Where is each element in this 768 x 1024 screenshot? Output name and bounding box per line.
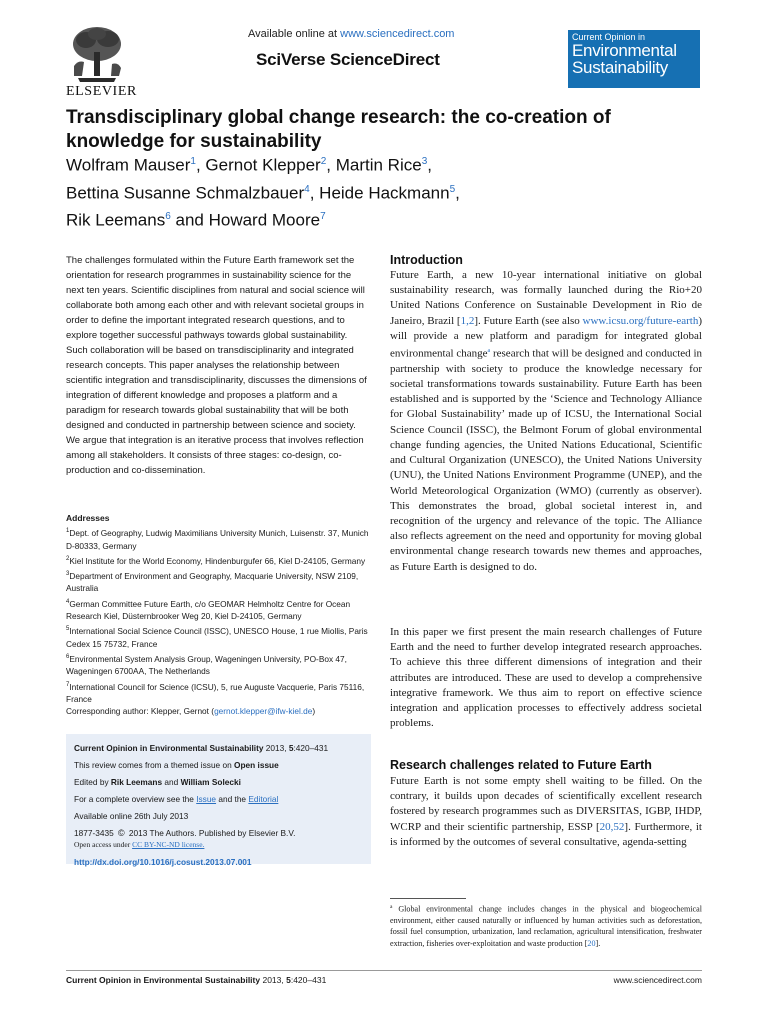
- footer-journal-title: Current Opinion in Environmental Sustainability: [66, 975, 261, 985]
- introduction-paragraph-1: [390, 268, 702, 575]
- intro-text-a: Future Earth, a new 10-year international initiative on global sustainability research, was formally launched during the Rio+20 United Nations Conference on Sustainable Development in Rio de Janeiro, Brazil [: [390, 269, 702, 327]
- addresses-heading: Addresses: [66, 513, 110, 523]
- introduction-heading: Introduction: [390, 253, 463, 267]
- corresponding-author: [66, 706, 371, 716]
- journal-ref-title: Current Opinion in Environmental Sustainability: [74, 743, 264, 753]
- edited-prefix: Edited by: [74, 777, 111, 787]
- author-name: Wolfram Mauser: [66, 155, 191, 175]
- author-affiliation-mark[interactable]: 6: [165, 211, 171, 223]
- journal-box-line3: Sustainability: [572, 58, 668, 77]
- availability-line: [248, 28, 454, 40]
- issn: 1877-3435: [74, 828, 116, 838]
- address-number: 5: [66, 626, 70, 633]
- license-link[interactable]: CC BY-NC-ND license.: [132, 840, 205, 849]
- author-list: [66, 150, 696, 233]
- available-online-date: Available online 26th July 2013: [74, 811, 189, 821]
- introduction-paragraph-2: In this paper we first present the main research challenges of Future Earth and the need to further develop integrated research approaches. To achieve this three different dimensions of integration and their attributes are introduced. These are used to develop a comprehensive integrative framework. We thus aim to report on effective science integration and application processes to effectively address societal problems.: [390, 626, 702, 730]
- overview-line: [74, 793, 363, 805]
- author-affiliation-mark[interactable]: 4: [304, 183, 310, 195]
- copyright-icon: ©: [117, 828, 125, 838]
- open-access-line: [74, 839, 363, 851]
- address-number: 6: [66, 653, 70, 660]
- author-name: Rik Leemans: [66, 210, 166, 230]
- edited-by-line: [74, 776, 363, 788]
- address-item: [66, 679, 371, 706]
- address-text: German Committee Future Earth, c/o GEOMAR Helmholtz Centre for Ocean Research Kiel, Düsternbrooker Weg 20, Kiel D-24105, Germany: [66, 598, 351, 621]
- author-name: Bettina Susanne Schmalzbauer: [66, 183, 305, 203]
- author-separator: ,: [326, 155, 336, 175]
- journal-cover-box: [568, 30, 700, 88]
- journal-ref-volume: 5: [288, 743, 294, 753]
- overview-mid: and the: [216, 794, 249, 804]
- author-affiliation-mark[interactable]: 3: [421, 156, 428, 167]
- editorial-link[interactable]: Editorial: [248, 794, 279, 804]
- author-name: Martin Rice: [335, 155, 422, 175]
- address-text: Kiel Institute for the World Economy, Hindenburgufer 66, Kiel D-24105, Germany: [69, 555, 366, 566]
- reference-link-20-52[interactable]: 20,52: [599, 820, 625, 833]
- address-text: Department of Environment and Geography, Macquarie University, NSW 2109, Australia: [66, 570, 359, 594]
- footer-divider: [66, 970, 702, 971]
- edited-and: and: [162, 777, 181, 787]
- address-text: Dept. of Geography, Ludwig Maximilians University Munich, Luisenstr. 37, Munich D-80333, Germany: [66, 527, 369, 551]
- research-challenges-paragraph: [390, 774, 702, 850]
- journal-box-line1: Current Opinion in: [572, 32, 646, 42]
- address-text: International Social Science Council (ISSC), UNESCO House, 1 rue Miollis, Paris Cedex 15 75732, France: [66, 625, 368, 649]
- address-number: 7: [66, 681, 70, 688]
- footnote: [390, 902, 702, 949]
- author-affiliation-mark[interactable]: 1: [190, 156, 196, 167]
- intro-text-c: ) will provide a new platform and paradigm for integrated global environmental change: [390, 314, 702, 360]
- author-affiliation-mark[interactable]: 2: [320, 156, 327, 167]
- footer-year: 2013,: [260, 975, 287, 985]
- address-item: [66, 623, 371, 650]
- sciencedirect-link[interactable]: www.sciencedirect.com: [340, 28, 455, 40]
- corresponding-suffix: ): [312, 706, 316, 716]
- author-affiliation-mark[interactable]: 7: [320, 211, 326, 223]
- themed-issue-name: Open issue: [234, 760, 279, 770]
- platform-name: SciVerse ScienceDirect: [256, 50, 440, 69]
- address-number: 2: [66, 555, 70, 562]
- intro-text-b: ]. Future Earth (see also: [474, 314, 583, 327]
- author-name: Heide Hackmann: [319, 183, 450, 203]
- author-separator: ,: [195, 155, 206, 175]
- footnote-reference-link[interactable]: 20: [587, 938, 596, 948]
- editor-2: William Solecki: [180, 777, 241, 787]
- availability-prefix: Available online at: [248, 28, 341, 40]
- footnote-text-a: Global environmental change includes changes in the physical and biogeochemical environment, either caused naturally or influenced by human activities such as deforestation, fossil fuel consumption, urbanization, land reclamation, agricultural intensification, freshwater extraction, fisheries over-exploitation and waste production [: [390, 904, 702, 948]
- article-title: Transdisciplinary global change research: the co-creation of knowledge for sustainability: [66, 107, 611, 152]
- author-name: Gernot Klepper: [205, 155, 321, 175]
- research-text-b: ]. Furthermore, it is informed by the outcomes of several consultative, agenda-setting: [390, 820, 702, 848]
- address-item: [66, 553, 371, 567]
- doi-link[interactable]: http://dx.doi.org/10.1016/j.cosust.2013.07.001: [74, 857, 252, 867]
- footer-volume: 5: [286, 975, 291, 985]
- address-item: [66, 568, 371, 595]
- journal-ref-pages: :420–431: [293, 743, 329, 753]
- address-item: [66, 651, 371, 678]
- footnote-divider: [390, 898, 466, 899]
- publisher-name: ELSEVIER: [66, 84, 137, 99]
- overview-prefix: For a complete overview see the: [74, 794, 197, 804]
- research-challenges-heading: Research challenges related to Future Earth: [390, 758, 652, 772]
- author-separator: ,: [309, 183, 320, 203]
- abstract: The challenges formulated within the Future Earth framework set the orientation for research programmes in sustainability science for the next ten years. Scientific disciplines from natural and social science will collaborate both among each other and with relevant societal groups in order to define the important integrated research questions, and to explore together successful pathways towards global sustainability. Such collaboration will be based on transdisciplinarity and integrated research concepts. This paper analyses the relationship between scientific integration and transdisciplinarity, discusses the dimensions of integration of different knowledge and proposes a platform and a paradigm for research towards global sustainability that will be both designed and conducted in partnership between science and society. We argue that integration is an iterative process that involves reflection among all stakeholders. It consists of three stages: co-design, co-production and co-dissemination.: [66, 255, 367, 476]
- issue-link[interactable]: Issue: [196, 794, 217, 804]
- tree-icon: [66, 22, 128, 84]
- author-separator: ,: [427, 155, 432, 175]
- addresses-block: [66, 512, 371, 706]
- address-number: 3: [66, 570, 70, 577]
- footer-journal-citation: [66, 975, 326, 985]
- journal-box-line2: Environmental: [572, 41, 677, 60]
- themed-prefix: This review comes from a themed issue on: [74, 760, 235, 770]
- corresponding-email-link[interactable]: gernot.klepper@ifw-kiel.de: [214, 706, 313, 716]
- address-text: International Council for Science (ICSU), 5, rue Auguste Vacquerie, Paris 75116, France: [66, 681, 365, 704]
- corresponding-prefix: Corresponding author: Klepper, Gernot (: [66, 706, 215, 716]
- address-number: 1: [66, 528, 70, 535]
- author-name: Howard Moore: [208, 210, 321, 230]
- author-separator: and: [170, 210, 209, 230]
- footnote-marker[interactable]: a: [487, 348, 491, 355]
- address-list: [66, 525, 371, 706]
- journal-ref-year: 2013,: [263, 743, 289, 753]
- author-separator: ,: [455, 183, 460, 203]
- address-item: [66, 596, 371, 623]
- footnote-mark: a: [390, 904, 393, 910]
- intro-text-d: research that will be designed and conducted in partnership with society to produce the knowledge necessary for societal transformations towards sustainability. Future Earth has been established and is supported by the ‘Science and Technology Alliance for Global Sustainability’ made up of ICSU, the International Social Science Council (ISSC), the Belmont Forum of global environmental change funding agencies, the United Nations Educational, Scientific and Cultural Organization (UNESCO), the United Nations University (UNU), the United Nations Environment Programme (UNEP), and the World Meteorological Organization (WMO) (currently as observer). This demonstrates the broad, global societal interest in, and recognition of the urgency and relevance of the topic. The Alliance also reflects agreement on the need and opportunity for moving global environmental change research towards new themes and approaches, as Future Earth is designed to do.: [390, 347, 702, 573]
- copyright-line: [74, 827, 363, 839]
- copyright-text: 2013 The Authors. Published by Elsevier B.V.: [126, 828, 296, 838]
- address-number: 4: [66, 598, 70, 605]
- future-earth-url-link[interactable]: www.icsu.org/future-earth: [582, 314, 699, 327]
- research-text-a: Future Earth is not some empty shell waiting to be filled. On the contrary, it builds upon decades of scientifically excellent research fostered by research programmes such as DIVERSITAS, IGBP, IHDP, WCRP and their scientific partnership, ESSP [: [390, 775, 702, 833]
- journal-reference: [74, 742, 363, 754]
- article-info-box: [66, 734, 371, 867]
- reference-link-1-2[interactable]: 1,2: [460, 314, 475, 327]
- editor-1: Rik Leemans: [110, 777, 163, 787]
- footer-url[interactable]: www.sciencedirect.com: [613, 975, 702, 985]
- footer-pages: :420–431: [290, 975, 327, 985]
- themed-issue-line: [74, 759, 363, 771]
- author-affiliation-mark[interactable]: 5: [449, 183, 456, 195]
- open-access-prefix: Open access under: [74, 840, 133, 849]
- address-item: [66, 525, 371, 552]
- footnote-text-b: ].: [595, 938, 601, 948]
- address-text: Environmental System Analysis Group, Wageningen University, PO-Box 47, Wageningen 6700AA, The Netherlands: [66, 653, 347, 677]
